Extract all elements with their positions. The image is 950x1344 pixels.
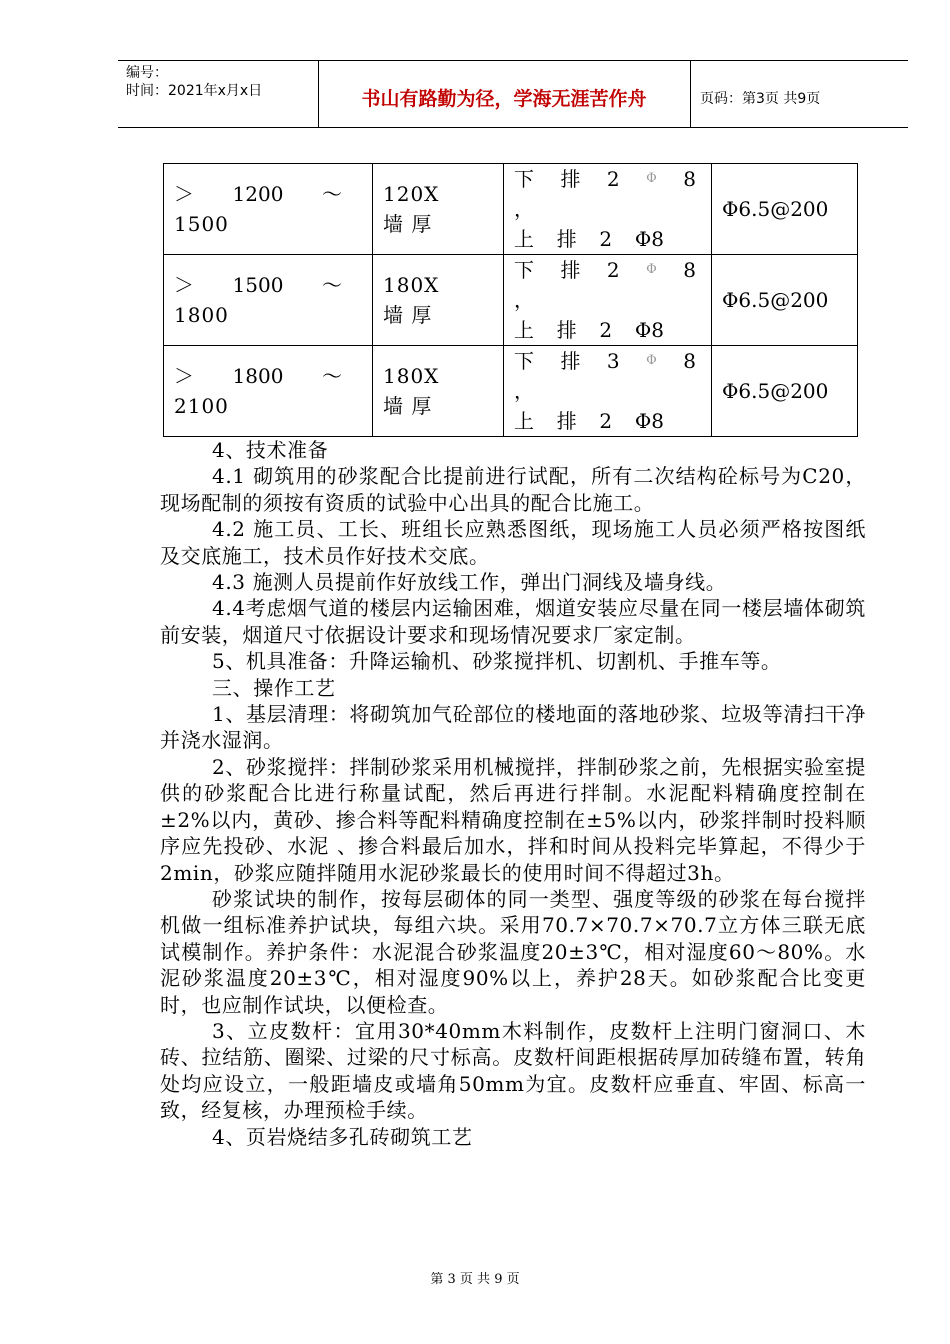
page-footer: 第 3 页 共 9 页 <box>430 1272 520 1287</box>
paragraph: 3、立皮数杆：宜用30*40mm木料制作，皮数杆上注明门窗洞口、木砖、拉结筋、圈梁、过梁的尺寸标高。皮数杆间距根据砖厚加砖缝布置，转角处均应设立，一般距墙皮或墙角50mm为宜。皮数杆应垂直、牢固、标高一致，经复核，办理预检手续。 <box>160 1018 866 1123</box>
beam-size-cell: 180X 墙 厚 <box>373 346 504 437</box>
section-heading: 4、技术准备 <box>212 438 329 462</box>
paragraph: 砂浆试块的制作，按每层砌体的同一类型、强度等级的砂浆在每台搅拌机做一组标准养护试块，每组六块。采用70.7×70.7×70.7立方体三联无底试模制作。养护条件：水泥混合砂浆温度20±3℃，相对湿度60～80%。水泥砂浆温度20±3℃，相对湿度90%以上，养护28天。如砂浆配合比变更时，也应制作试块，以便检查。 <box>160 886 866 1017</box>
table-row <box>164 346 858 437</box>
document-body <box>160 437 866 1150</box>
table-row <box>164 164 858 255</box>
paragraph: 2、砂浆搅拌：拌制砂浆采用机械搅拌，拌制砂浆之前，先根据实验室提供的砂浆配合比进行称量试配，然后再进行拌制。水泥配料精确度控制在±2%以内，黄砂、掺合料等配料精确度控制在±5%以内，砂浆拌制时投料顺序应先投砂、水泥 、掺合料最后加水，拌和时间从投料完毕算起，不得少于2min，砂浆应随拌随用水泥砂浆最长的使用时间不得超过3h。 <box>160 754 866 885</box>
beam-size-cell: 180X 墙 厚 <box>373 255 504 346</box>
stirrup-cell: Φ6.5@200 <box>712 255 858 346</box>
rebar-cell: 下 排 3 Φ 8 ， 上 排 2 Φ8 <box>504 346 712 437</box>
header-number: 编号： <box>126 65 168 81</box>
lintel-spec-table <box>163 163 858 437</box>
rebar-cell: 下 排 2 Φ 8 ， 上 排 2 Φ8 <box>504 164 712 255</box>
header-meta <box>126 64 262 100</box>
paragraph: 4.4考虑烟气道的楼层内运输困难，烟道安装应尽量在同一楼层墙体砌筑前安装，烟道尺寸依据设计要求和现场情况要求厂家定制。 <box>160 596 866 647</box>
span-range-cell: ＞ 1800 ～ 2100 <box>164 346 373 437</box>
page-header <box>118 60 908 128</box>
header-bottom-rule <box>118 127 908 128</box>
stirrup-cell: Φ6.5@200 <box>712 164 858 255</box>
header-motto: 书山有路勤为径，学海无涯苦作舟 <box>361 88 647 110</box>
rebar-cell: 下 排 2 Φ 8 ， 上 排 2 Φ8 <box>504 255 712 346</box>
section-heading: 三、操作工艺 <box>212 675 336 700</box>
beam-size-cell: 120X 墙 厚 <box>373 164 504 255</box>
span-range-cell: ＞ 1200 ～ 1500 <box>164 164 373 255</box>
header-divider <box>690 60 691 128</box>
table-row <box>164 255 858 346</box>
paragraph: 4.2 施工员、工长、班组长应熟悉图纸，现场施工人员必须严格按图纸及交底施工，技术员作好技术交底。 <box>160 517 866 568</box>
span-range-cell: ＞ 1500 ～ 1800 <box>164 255 373 346</box>
paragraph: 1、基层清理：将砌筑加气砼部位的楼地面的落地砂浆、垃圾等清扫干净并浇水湿润。 <box>160 702 866 753</box>
header-top-rule <box>118 60 908 61</box>
paragraph: 5、机具准备：升降运输机、砂浆搅拌机、切割机、手推车等。 <box>212 649 782 674</box>
section-heading: 4、页岩烧结多孔砖砌筑工艺 <box>212 1124 473 1149</box>
stirrup-cell: Φ6.5@200 <box>712 346 858 437</box>
header-page-number: 页码：第3页 共9页 <box>700 91 821 107</box>
paragraph: 4.3 施测人员提前作好放线工作，弹出门洞线及墙身线。 <box>212 570 727 595</box>
header-time: 时间：2021年x月x日 <box>126 83 263 99</box>
paragraph: 4.1 砌筑用的砂浆配合比提前进行试配，所有二次结构砼标号为C20，现场配制的须按有资质的试验中心出具的配合比施工。 <box>160 464 866 515</box>
